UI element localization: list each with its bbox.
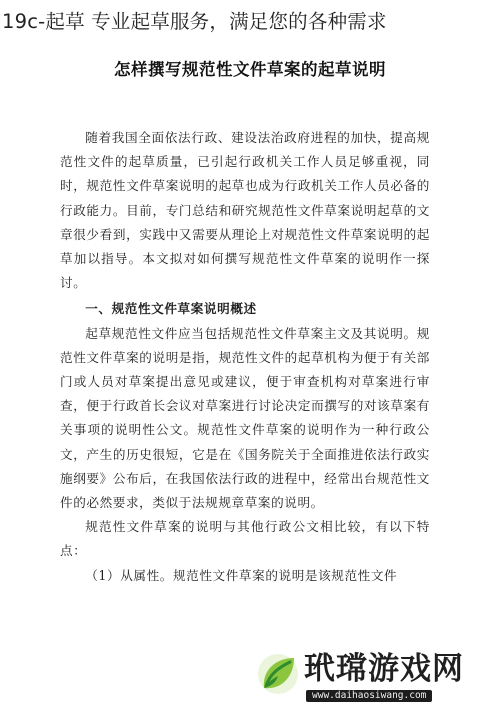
site-watermark bbox=[250, 646, 500, 708]
leaf-logo-icon bbox=[256, 652, 300, 696]
watermark-url: www.daihaosiwang.com bbox=[306, 690, 432, 702]
top-banner bbox=[0, 0, 500, 44]
document-title: 怎样撰写规范性文件草案的起草说明 bbox=[114, 60, 386, 79]
features-intro-paragraph: 规范性文件草案的说明与其他行政公文相比较，有以下特点： bbox=[60, 519, 430, 559]
feature-item-1: （1）从属性。规范性文件草案的说明是该规范性文件 bbox=[85, 567, 398, 583]
intro-paragraph: 随着我国全面依法行政、建设法治政府进程的加快，提高规范性文件的起草质量，已引起行政机关工作人员足够重视，同时，规范性文件草案说明的起草也成为行政机关工作人员必备的行政能力。目前，专门总结和研究规范性文件草案说明起草的文章很少看到，实践中又需要从理论上对规范性文件草案说明的起草加以指导。本文拟对如何撰写规范性文件草案的说明作一探讨。 bbox=[60, 130, 430, 291]
overview-paragraph: 起草规范性文件应当包括规范性文件草案主文及其说明。规范性文件草案的说明是指，规范性文件的起草机构为便于有关部门或人员对草案提出意见或建议，便于审查机构对草案进行审查，便于行政首长会议对草案进行讨论决定而撰写的对该草案有关事项的说明性公文。规范性文件草案的说明作为一种行政公文，产生的历史很短，它是在《国务院关于全面推进依法行政实施纲要》公布后，在我国依法行政的进程中，经常出台规范性文件的必然要求，类似于法规规章草案的说明。 bbox=[60, 325, 430, 511]
banner-text: 19c-起草 专业起草服务，满足您的各种需求 bbox=[2, 10, 387, 33]
document-body bbox=[60, 126, 430, 588]
section-heading: 一、规范性文件草案说明概述 bbox=[85, 301, 257, 317]
watermark-name: 玳瑺游戏网 bbox=[304, 651, 464, 687]
